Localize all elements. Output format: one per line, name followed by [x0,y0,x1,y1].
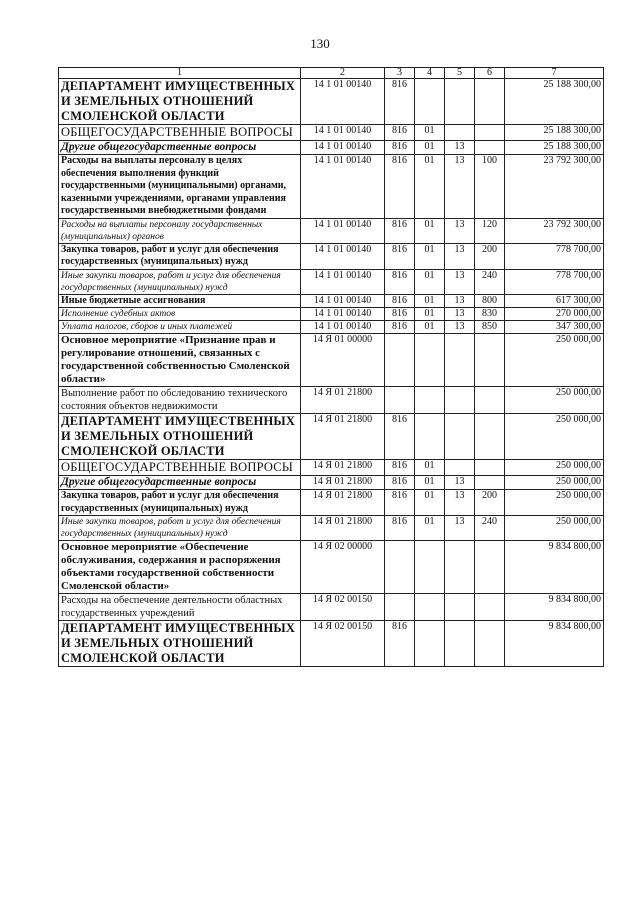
row-name: Уплата налогов, сборов и иных платежей [59,321,301,334]
admin-code: 816 [385,141,415,155]
admin-code: 816 [385,476,415,490]
section-code [415,79,445,125]
subsection-code: 13 [445,243,475,269]
amount: 617 300,00 [505,294,604,308]
row-name: Другие общегосударственные вопросы [59,476,301,490]
table-row [59,243,604,269]
target-article-code: 14 1 01 00140 [301,308,385,321]
row-name: Исполнение судебных актов [59,308,301,321]
amount: 250 000,00 [505,490,604,516]
amount: 250 000,00 [505,334,604,387]
section-code [415,334,445,387]
amount: 250 000,00 [505,414,604,460]
expense-type-code [475,414,505,460]
expense-type-code: 830 [475,308,505,321]
subsection-code [445,334,475,387]
subsection-code [445,387,475,414]
admin-code: 816 [385,308,415,321]
amount: 9 834 800,00 [505,621,604,667]
row-name: Иные закупки товаров, работ и услуг для обеспечения государственных (муниципальных) нужд [59,516,301,541]
admin-code: 816 [385,460,415,476]
amount: 25 188 300,00 [505,125,604,141]
subsection-code: 13 [445,218,475,243]
expense-type-code [475,334,505,387]
amount: 250 000,00 [505,476,604,490]
table-row [59,141,604,155]
column-header: 5 [445,68,475,79]
section-code [415,541,445,594]
page-number: 130 [310,36,330,51]
target-article-code: 14 Я 01 21800 [301,490,385,516]
subsection-code [445,594,475,621]
section-code: 01 [415,218,445,243]
amount: 9 834 800,00 [505,594,604,621]
table-row [59,218,604,243]
amount: 778 700,00 [505,269,604,294]
column-header: 1 [59,68,301,79]
admin-code: 816 [385,294,415,308]
subsection-code: 13 [445,516,475,541]
amount: 250 000,00 [505,516,604,541]
target-article-code: 14 Я 01 00000 [301,334,385,387]
table-row [59,334,604,387]
section-code [415,414,445,460]
table-row [59,125,604,141]
subsection-code [445,125,475,141]
target-article-code: 14 1 01 00140 [301,243,385,269]
column-header: 4 [415,68,445,79]
section-code [415,387,445,414]
section-code: 01 [415,125,445,141]
expense-type-code: 200 [475,243,505,269]
section-code [415,594,445,621]
column-header: 6 [475,68,505,79]
table-row [59,414,604,460]
expense-type-code [475,476,505,490]
table-row [59,387,604,414]
expense-type-code [475,460,505,476]
row-name: Иные закупки товаров, работ и услуг для обеспечения государственных (муниципальных) нужд [59,269,301,294]
expense-type-code [475,594,505,621]
subsection-code: 13 [445,490,475,516]
column-header: 7 [505,68,604,79]
target-article-code: 14 Я 01 21800 [301,476,385,490]
subsection-code [445,79,475,125]
subsection-code: 13 [445,476,475,490]
section-code: 01 [415,269,445,294]
admin-code: 816 [385,490,415,516]
amount: 25 188 300,00 [505,141,604,155]
expense-type-code: 850 [475,321,505,334]
section-code: 01 [415,490,445,516]
amount: 250 000,00 [505,460,604,476]
column-header: 2 [301,68,385,79]
expense-type-code [475,541,505,594]
table-row [59,476,604,490]
column-number-row [59,68,604,79]
row-name: Основное мероприятие «Обеспечение обслуживания, содержания и распоряжения объектами государственной собственности Смоленской области» [59,541,301,594]
section-code: 01 [415,155,445,219]
target-article-code: 14 Я 01 21800 [301,387,385,414]
expense-type-code [475,141,505,155]
expense-type-code: 120 [475,218,505,243]
admin-code [385,594,415,621]
section-code: 01 [415,141,445,155]
subsection-code: 13 [445,294,475,308]
admin-code [385,387,415,414]
row-name: Выполнение работ по обследованию технического состояния объектов недвижимости [59,387,301,414]
expense-type-code [475,621,505,667]
amount: 778 700,00 [505,243,604,269]
table-row [59,308,604,321]
table-row [59,516,604,541]
row-name: Расходы на выплаты персоналу в целях обеспечения выполнения функций государственными (муниципальными) органами, казенными учреждениями, органами управления государственными внебюджетными фондами [59,155,301,219]
row-name: Закупка товаров, работ и услуг для обеспечения государственных (муниципальных) нужд [59,243,301,269]
subsection-code: 13 [445,155,475,219]
row-name: Другие общегосударственные вопросы [59,141,301,155]
admin-code: 816 [385,621,415,667]
budget-table [58,67,604,667]
section-code: 01 [415,516,445,541]
target-article-code: 14 Я 01 21800 [301,516,385,541]
amount: 250 000,00 [505,387,604,414]
amount: 23 792 300,00 [505,218,604,243]
amount: 25 188 300,00 [505,79,604,125]
subsection-code: 13 [445,141,475,155]
target-article-code: 14 1 01 00140 [301,218,385,243]
section-code [415,621,445,667]
subsection-code [445,541,475,594]
table-row [59,294,604,308]
target-article-code: 14 Я 02 00150 [301,621,385,667]
expense-type-code: 100 [475,155,505,219]
row-name: ДЕПАРТАМЕНТ ИМУЩЕСТВЕННЫХ И ЗЕМЕЛЬНЫХ ОТНОШЕНИЙ СМОЛЕНСКОЙ ОБЛАСТИ [59,79,301,125]
target-article-code: 14 1 01 00140 [301,125,385,141]
expense-type-code [475,79,505,125]
section-code: 01 [415,243,445,269]
row-name: ДЕПАРТАМЕНТ ИМУЩЕСТВЕННЫХ И ЗЕМЕЛЬНЫХ ОТНОШЕНИЙ СМОЛЕНСКОЙ ОБЛАСТИ [59,621,301,667]
table-row [59,321,604,334]
column-header: 3 [385,68,415,79]
row-name: ДЕПАРТАМЕНТ ИМУЩЕСТВЕННЫХ И ЗЕМЕЛЬНЫХ ОТНОШЕНИЙ СМОЛЕНСКОЙ ОБЛАСТИ [59,414,301,460]
section-code: 01 [415,294,445,308]
admin-code [385,541,415,594]
target-article-code: 14 Я 01 21800 [301,460,385,476]
amount: 9 834 800,00 [505,541,604,594]
admin-code: 816 [385,269,415,294]
target-article-code: 14 1 01 00140 [301,155,385,219]
target-article-code: 14 1 01 00140 [301,141,385,155]
admin-code: 816 [385,79,415,125]
target-article-code: 14 1 01 00140 [301,79,385,125]
table-row [59,490,604,516]
admin-code: 816 [385,321,415,334]
target-article-code: 14 Я 01 21800 [301,414,385,460]
row-name: Закупка товаров, работ и услуг для обеспечения государственных (муниципальных) нужд [59,490,301,516]
row-name: Иные бюджетные ассигнования [59,294,301,308]
section-code: 01 [415,460,445,476]
amount: 347 300,00 [505,321,604,334]
table-row [59,594,604,621]
table-row [59,621,604,667]
expense-type-code: 800 [475,294,505,308]
target-article-code: 14 1 01 00140 [301,321,385,334]
subsection-code [445,460,475,476]
amount: 23 792 300,00 [505,155,604,219]
table-row [59,541,604,594]
section-code: 01 [415,321,445,334]
row-name: Расходы на обеспечение деятельности областных государственных учреждений [59,594,301,621]
table-row [59,79,604,125]
section-code: 01 [415,476,445,490]
subsection-code [445,414,475,460]
admin-code: 816 [385,414,415,460]
table-row [59,460,604,476]
admin-code: 816 [385,155,415,219]
expense-type-code: 240 [475,516,505,541]
row-name: ОБЩЕГОСУДАРСТВЕННЫЕ ВОПРОСЫ [59,125,301,141]
admin-code: 816 [385,516,415,541]
subsection-code [445,621,475,667]
expense-type-code [475,387,505,414]
target-article-code: 14 1 01 00140 [301,294,385,308]
expense-type-code: 240 [475,269,505,294]
admin-code: 816 [385,243,415,269]
admin-code: 816 [385,125,415,141]
admin-code [385,334,415,387]
amount: 270 000,00 [505,308,604,321]
section-code: 01 [415,308,445,321]
subsection-code: 13 [445,321,475,334]
table-row [59,269,604,294]
target-article-code: 14 Я 02 00000 [301,541,385,594]
row-name: Расходы на выплаты персоналу государственных (муниципальных) органов [59,218,301,243]
admin-code: 816 [385,218,415,243]
expense-type-code [475,125,505,141]
subsection-code: 13 [445,269,475,294]
target-article-code: 14 Я 02 00150 [301,594,385,621]
table-row [59,155,604,219]
row-name: ОБЩЕГОСУДАРСТВЕННЫЕ ВОПРОСЫ [59,460,301,476]
subsection-code: 13 [445,308,475,321]
row-name: Основное мероприятие «Признание прав и регулирование отношений, связанных с государственной собственностью Смоленской области» [59,334,301,387]
expense-type-code: 200 [475,490,505,516]
target-article-code: 14 1 01 00140 [301,269,385,294]
